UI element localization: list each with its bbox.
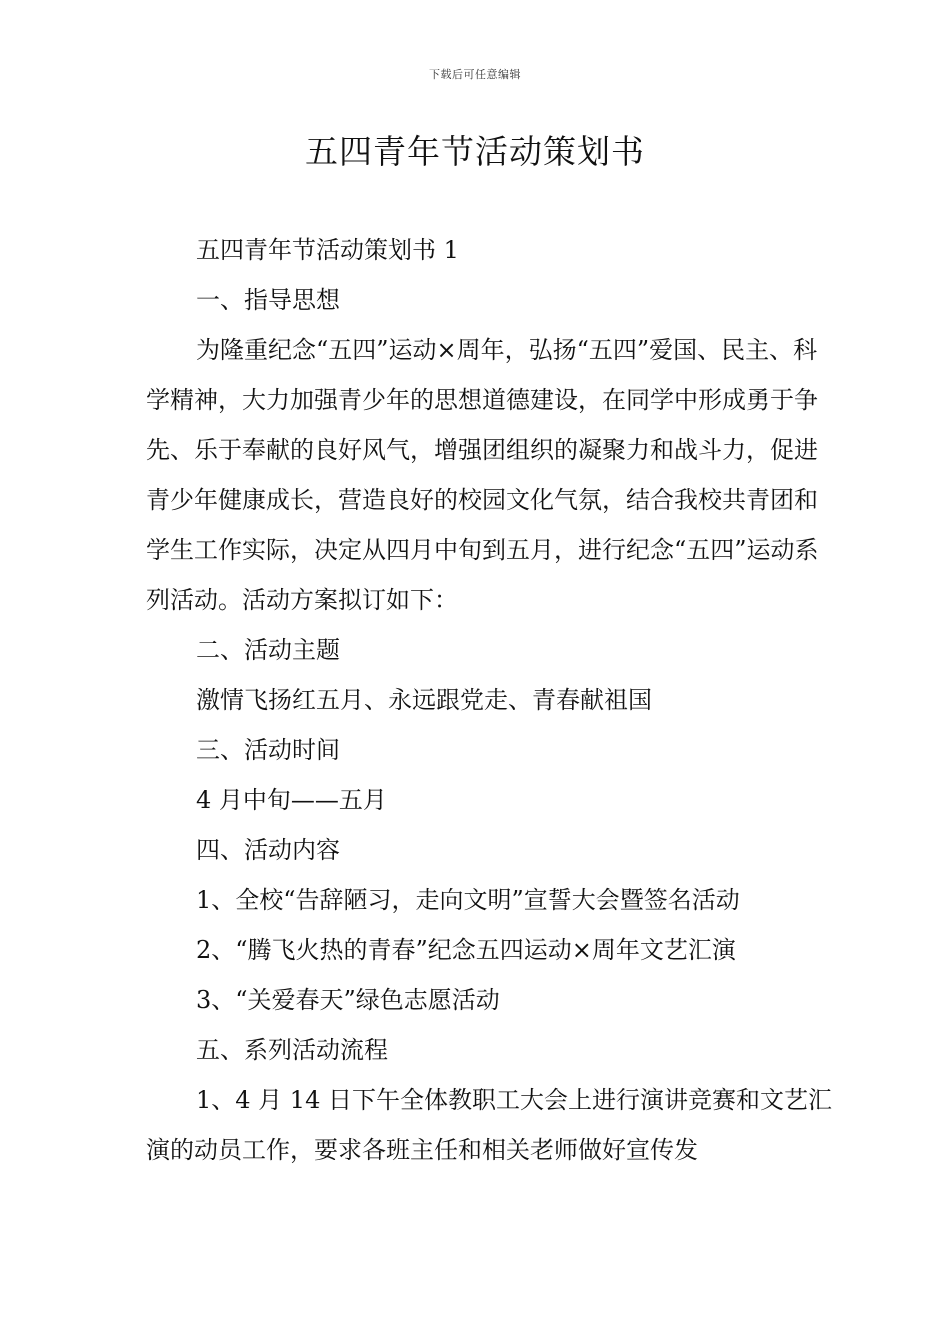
document-title: 五四青年节活动策划书 — [305, 132, 645, 171]
paragraph-process-item-1: 1、4 月 14 日下午全体教职工大会上进行演讲竞赛和文艺汇演的动员工作，要求各班主任和相关老师做好宣传发 — [146, 1086, 832, 1164]
paragraph-content-item-3: 3、“关爱春天”绿色志愿活动 — [196, 986, 500, 1014]
header-note: 下载后可任意编辑 — [429, 68, 521, 81]
paragraph-content-item-2: 2、“腾飞火热的青春”纪念五四运动×周年文艺汇演 — [196, 936, 736, 964]
paragraph-content-item-1: 1、全校“告辞陋习，走向文明”宣誓大会暨签名活动 — [196, 886, 740, 914]
paragraph-heading-theme: 二、活动主题 — [196, 636, 340, 664]
paragraph-theme-text: 激情飞扬红五月、永远跟党走、青春献祖国 — [196, 686, 652, 714]
paragraph-heading-time: 三、活动时间 — [196, 736, 340, 764]
paragraph-heading-process: 五、系列活动流程 — [196, 1036, 388, 1064]
paragraph-heading-guiding-thought: 一、指导思想 — [196, 286, 340, 314]
paragraph-time-text: 4 月中旬——五月 — [196, 786, 387, 814]
document-body — [146, 225, 836, 1175]
paragraph-subtitle: 五四青年节活动策划书 1 — [196, 236, 459, 264]
paragraph-guiding-thought-text: 为隆重纪念“五四”运动×周年，弘扬“五四”爱国、民主、科学精神，大力加强青少年的思想道德建设，在同学中形成勇于争先、乐于奉献的良好风气，增强团组织的凝聚力和战斗力，促进青少年健康成长，营造良好的校园文化气氛，结合我校共青团和学生工作实际，决定从四月中旬到五月，进行纪念“五四”运动系列活动。活动方案拟订如下： — [146, 336, 819, 614]
paragraph-heading-content: 四、活动内容 — [196, 836, 340, 864]
